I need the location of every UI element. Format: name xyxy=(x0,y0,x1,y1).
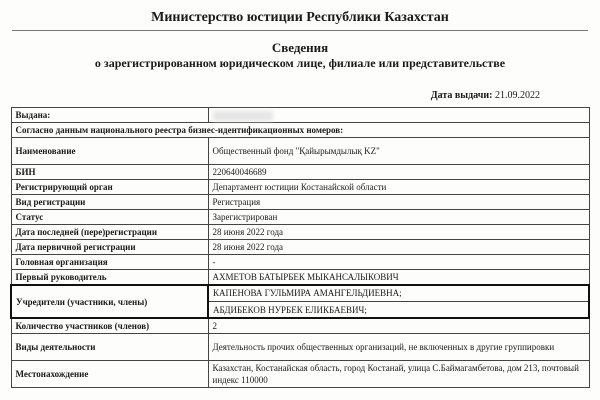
row-label-director: Первый руководитель xyxy=(11,270,208,286)
issue-date-value: 21.09.2022 xyxy=(495,90,540,101)
redacted-recipient xyxy=(213,111,273,121)
table-row xyxy=(11,240,589,255)
row-value-first-registration: 28 июня 2022 года xyxy=(208,240,589,255)
table-row xyxy=(11,210,589,225)
row-label-activities: Виды деятельности xyxy=(11,334,208,361)
row-label-member-count: Количество участников (членов) xyxy=(11,318,208,334)
row-value-location: Казахстан, Костанайская область, город Костанай, улица С.Баймагамбетова, дом 213, почтовый индекс 110000 xyxy=(208,361,589,388)
source-note: Согласно данным национального реестра бизнес-идентификационных номеров: xyxy=(11,123,589,138)
registration-table xyxy=(10,107,590,388)
row-label-first-registration: Дата первичной регистрации xyxy=(11,240,208,255)
table-row xyxy=(11,270,589,286)
row-label-last-registration: Дата последней (пере)регистрации xyxy=(11,225,208,240)
row-label-registration-type: Вид регистрации xyxy=(11,195,208,210)
table-row xyxy=(11,361,589,388)
row-value-founders xyxy=(208,285,589,318)
document-subtitle: о зарегистрированном юридическом лице, филиале или представительстве xyxy=(94,56,506,70)
row-value-registering-body: Департамент юстиции Костанайской области xyxy=(208,180,589,195)
table-row-founders xyxy=(11,285,589,318)
row-value-last-registration: 28 июня 2022 года xyxy=(208,225,589,240)
document-title: Сведения xyxy=(271,40,329,55)
table-row xyxy=(11,334,589,361)
table-row xyxy=(11,195,589,210)
issue-date-label: Дата выдачи: xyxy=(430,90,493,101)
issue-date xyxy=(431,90,540,101)
row-value-director: АХМЕТОВ БАТЫРБЕК МЫКАНСАЛЫКОВИЧ xyxy=(208,270,589,286)
row-label-head-organization: Головная организация xyxy=(11,255,208,270)
table-row xyxy=(11,318,589,334)
row-value-bin: 220640046689 xyxy=(208,165,589,180)
founder-item: АБДИБЕКОВ НУРБЕК ЕЛИКБАЕВИЧ; xyxy=(213,305,367,315)
issued-to-label: Выдана: xyxy=(11,108,208,123)
row-label-name: Наименование xyxy=(11,138,208,165)
table-row-issued-to xyxy=(11,108,589,123)
row-value-activities: Деятельность прочих общественных организаций, не включенных в другие группировки xyxy=(208,334,589,361)
table-row-source-note xyxy=(11,123,589,138)
table-row xyxy=(11,255,589,270)
row-label-location: Местонахождение xyxy=(11,361,208,388)
founder-divider xyxy=(209,301,588,302)
heading-divider xyxy=(12,30,588,31)
table-row xyxy=(11,225,589,240)
issued-to-value xyxy=(208,108,589,123)
row-value-status: Зарегистрирован xyxy=(208,210,589,225)
row-value-head-organization: - xyxy=(208,255,589,270)
founder-item: КАПЕНОВА ГУЛЬМИРА АМАНГЕЛЬДИЕВНА; xyxy=(213,288,402,298)
row-label-bin: БИН xyxy=(11,165,208,180)
row-label-registering-body: Регистрирующий орган xyxy=(11,180,208,195)
table-row xyxy=(11,138,589,165)
row-label-founders: Учредители (участники, члены) xyxy=(11,285,208,318)
row-value-registration-type: Регистрация xyxy=(208,195,589,210)
row-value-member-count: 2 xyxy=(208,318,589,334)
table-row xyxy=(11,180,589,195)
table-row xyxy=(11,165,589,180)
ministry-heading: Министерство юстиции Республики Казахстан xyxy=(151,10,449,25)
row-label-status: Статус xyxy=(11,210,208,225)
row-value-name: Общественный фонд "Қайырымдылық KZ" xyxy=(208,138,589,165)
